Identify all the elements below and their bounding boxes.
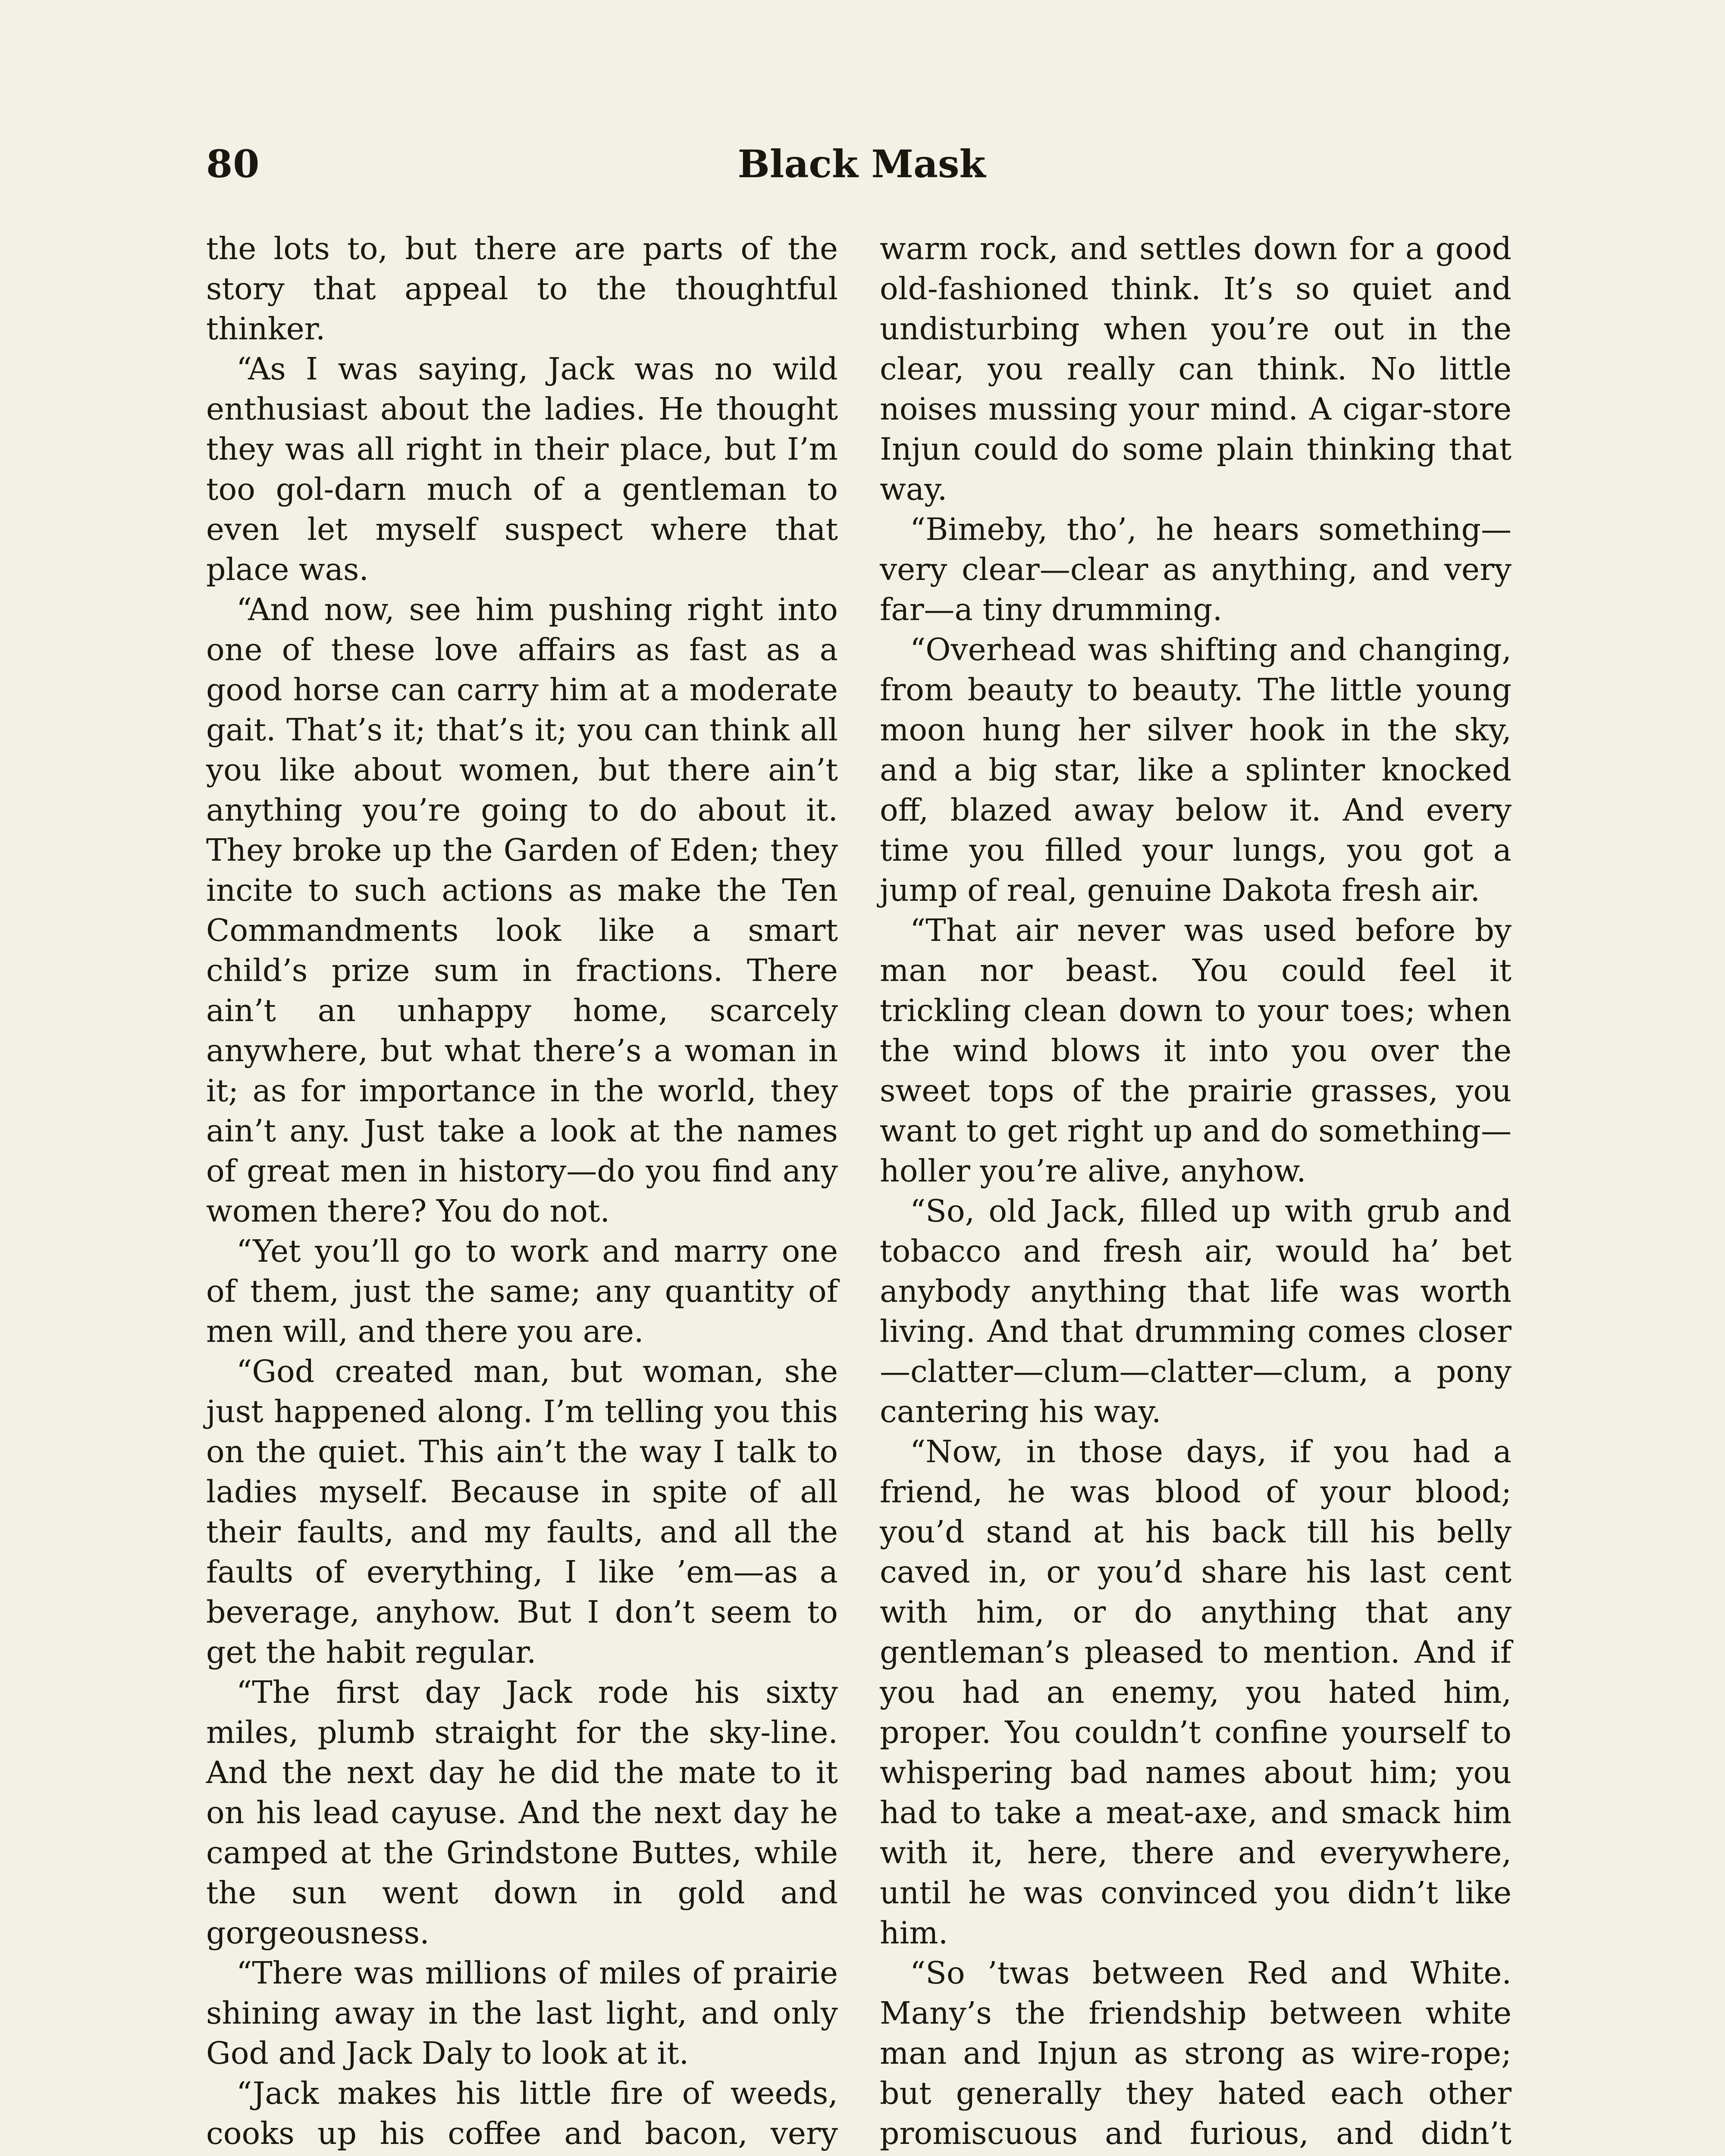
page-header — [206, 141, 1517, 193]
page-number: 80 — [206, 141, 260, 186]
right-column — [880, 229, 1512, 2156]
paragraph: “That air never was used before by man nor beast. You could feel it trickling clean down to your toes; when the wind blows it into you over the sweet tops of the prairie grasses, you want to get right up and do something—holler you’re alive, anyhow. — [880, 912, 1512, 1189]
paragraph: “So ’twas between Red and White. Many’s the friendship between white man and Injun as strong as wire-rope; but generally they hated each other promiscuous and furious, and didn’t — [880, 1955, 1512, 2151]
paragraph: “Bimeby, tho’, he hears something—very clear—clear as anything, and very far—a tiny drumming. — [880, 511, 1512, 627]
paragraph: “There was millions of miles of prairie shining away in the last light, and only God and Jack Daly to look at it. — [206, 1955, 838, 2071]
paragraph: the lots to, but there are parts of the story that appeal to the thoughtful thinker. — [206, 231, 838, 347]
paragraph: “Yet you’ll go to work and marry one of them, just the same; any quantity of men will, and there you are. — [206, 1233, 838, 1349]
paragraph: “God created man, but woman, she just happened along. I’m telling you this on the quiet. This ain’t the way I talk to ladies myself. Because in spite of all their faults, and my faults, and all the faults of everything, I like ’em—as a beverage, anyhow. But I don’t seem to get the habit regular. — [206, 1354, 838, 1670]
magazine-title: Black Mask — [737, 141, 986, 186]
paragraph: warm rock, and settles down for a good old-fashioned think. It’s so quiet and undisturbing when you’re out in the clear, you really can think. No little noises mussing your mind. A cigar-store Injun could do some plain thinking that way. — [880, 231, 1512, 507]
paragraph: “The first day Jack rode his sixty miles, plumb straight for the sky-line. And the next day he did the mate to it on his lead cayuse. And the next day he camped at the Grindstone Buttes, while the sun went down in gold and gorgeousness. — [206, 1674, 838, 1951]
paragraph: “As I was saying, Jack was no wild enthusiast about the ladies. He thought they was all right in their place, but I’m too gol-darn much of a gentleman to even let myself suspect where that place was. — [206, 351, 838, 587]
paragraph: “Now, in those days, if you had a friend, he was blood of your blood; you’d stand at his back till his belly caved in, or you’d share his last cent with him, or do anything that any gentleman’s pleased to mention. And if you had an enemy, you hated him, proper. You couldn’t confine yourself to whispering bad names about him; you had to take a meat-axe, and smack him with it, here, there and everywhere, until he was convinced you didn’t like him. — [880, 1434, 1512, 1951]
paragraph: “So, old Jack, filled up with grub and tobacco and fresh air, would ha’ bet anybody anything that life was worth living. And that drumming comes closer—clatter—clum—clatter—clum, a pony cantering his way. — [880, 1193, 1512, 1429]
paragraph: “Jack makes his little fire of weeds, cooks up his coffee and bacon, very — [206, 2075, 838, 2151]
left-column — [206, 229, 838, 2156]
paragraph: “Overhead was shifting and changing, from beauty to beauty. The little young moon hung her silver hook in the sky, and a big star, like a splinter knocked off, blazed away below it. And every time you filled your lungs, you got a jump of real, genuine Dakota fresh air. — [880, 632, 1512, 908]
paragraph: “And now, see him pushing right into one of these love affairs as fast as a good horse can carry him at a moderate gait. That’s it; that’s it; you can think all you like about women, but there ain’t anything you’re going to do about it. They broke up the Garden of Eden; they incite to such actions as make the Ten Commandments look like a smart child’s prize sum in fractions. There ain’t an unhappy home, scarcely anywhere, but what there’s a woman in it; as for importance in the world, they ain’t any. Just take a look at the names of great men in history—do you find any women there? You do not. — [206, 592, 838, 1229]
